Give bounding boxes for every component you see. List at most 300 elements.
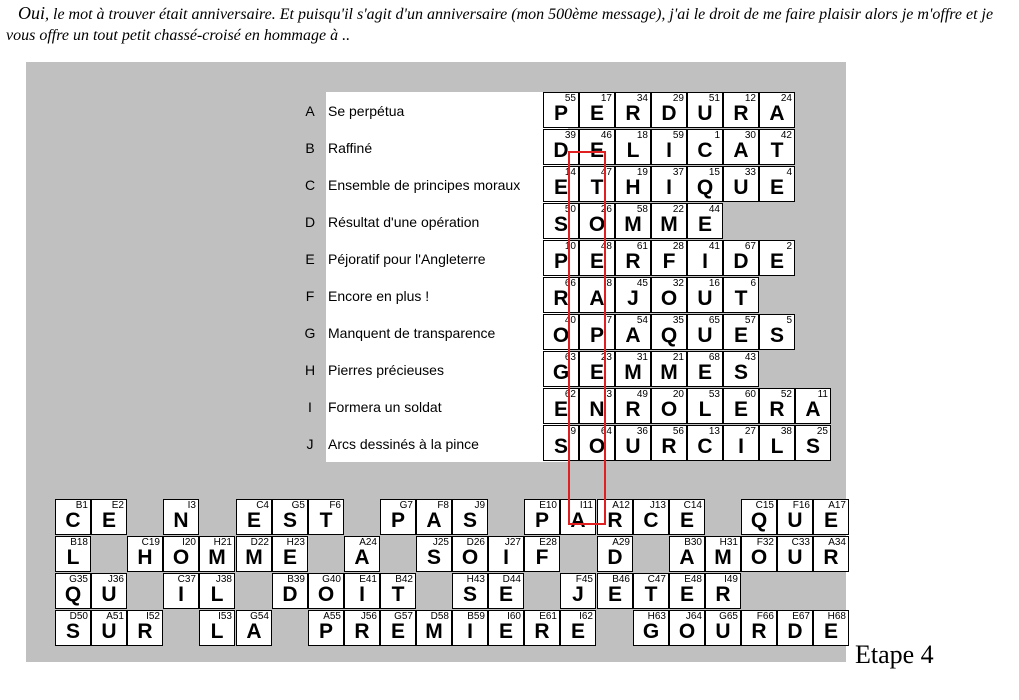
cell-number: E48 xyxy=(684,574,702,585)
cell-letter: E xyxy=(823,509,838,532)
cell-letter: O xyxy=(552,324,570,347)
cell-letter: R xyxy=(625,250,641,273)
answer-cell xyxy=(579,92,615,128)
cell-letter: Q xyxy=(696,176,714,199)
cell-letter: J xyxy=(572,583,584,606)
clue-id: H xyxy=(304,362,316,378)
cell-number: B59 xyxy=(467,611,485,622)
cell-number: A34 xyxy=(828,537,846,548)
cell-number: 20 xyxy=(672,389,684,400)
cell-letter: E xyxy=(282,546,297,569)
phrase-cell xyxy=(813,536,849,572)
cell-number: I60 xyxy=(507,611,521,622)
phrase-cell xyxy=(741,499,777,535)
cell-number: 43 xyxy=(744,352,756,363)
clue-id: I xyxy=(308,399,312,415)
phrase-cell xyxy=(199,610,235,646)
cell-letter: T xyxy=(590,176,604,199)
cell-number: 52 xyxy=(780,389,792,400)
cell-number: 47 xyxy=(600,167,612,178)
cell-letter: E xyxy=(101,509,116,532)
cell-number: G35 xyxy=(69,574,88,585)
cell-letter: E xyxy=(697,213,712,236)
cell-letter: A xyxy=(679,546,695,569)
phrase-cell xyxy=(452,536,488,572)
cell-number: 41 xyxy=(708,241,720,252)
cell-number: G54 xyxy=(250,611,269,622)
cell-letter: E xyxy=(679,509,694,532)
cell-letter: A xyxy=(589,287,605,310)
cell-letter: U xyxy=(787,546,803,569)
cell-letter: Q xyxy=(750,509,768,532)
cell-number: 57 xyxy=(744,315,756,326)
cell-number: J38 xyxy=(215,574,232,585)
cell-letter: U xyxy=(697,287,713,310)
intro-oui: Oui xyxy=(18,3,45,23)
cell-number: H31 xyxy=(719,537,738,548)
phrase-cell xyxy=(272,573,308,609)
phrase-cell xyxy=(199,536,235,572)
cell-letter: P xyxy=(534,509,549,532)
answer-cell xyxy=(723,314,759,350)
cell-letter: O xyxy=(678,620,696,643)
cell-number: 13 xyxy=(708,426,720,437)
cell-letter: S xyxy=(462,509,477,532)
cell-number: I52 xyxy=(146,611,160,622)
phrase-cell xyxy=(308,573,344,609)
cell-letter: I xyxy=(359,583,365,606)
cell-number: 2 xyxy=(786,241,792,252)
answer-cell xyxy=(615,166,651,202)
cell-number: C47 xyxy=(647,574,666,585)
answer-cell xyxy=(651,351,687,387)
intro-body: , le mot à trouver était anniversaire. Et puisqu'il s'agit d'un anniversaire (mon 500ème message), j'ai le droit de me faire plaisir alors je m'offre et je vous offre un tout petit chassé-croisé en hommage à .. xyxy=(6,6,994,44)
phrase-cell xyxy=(452,499,488,535)
cell-number: 29 xyxy=(672,93,684,104)
cell-number: 11 xyxy=(817,389,828,400)
cell-number: A24 xyxy=(359,537,377,548)
phrase-cell xyxy=(91,573,127,609)
cell-number: D26 xyxy=(466,537,485,548)
phrase-cell xyxy=(813,499,849,535)
cell-letter: O xyxy=(660,287,678,310)
phrase-cell xyxy=(705,573,741,609)
cell-number: D22 xyxy=(250,537,269,548)
answer-cell xyxy=(687,388,723,424)
cell-letter: A xyxy=(625,324,641,347)
cell-number: I49 xyxy=(724,574,738,585)
cell-letter: E xyxy=(607,583,622,606)
cell-number: 3 xyxy=(606,389,612,400)
puzzle-board xyxy=(26,62,846,662)
phrase-cell xyxy=(777,610,813,646)
phrase-cell xyxy=(272,536,308,572)
answer-cell xyxy=(759,166,795,202)
cell-number: 15 xyxy=(708,167,720,178)
answer-cell xyxy=(795,388,831,424)
cell-letter: R xyxy=(354,620,370,643)
cell-letter: I xyxy=(666,139,672,162)
cell-number: 58 xyxy=(636,204,648,215)
cell-letter: N xyxy=(173,509,189,532)
phrase-cell xyxy=(380,499,416,535)
cell-letter: D xyxy=(733,250,749,273)
answer-cell xyxy=(723,129,759,165)
cell-letter: T xyxy=(734,287,748,310)
cell-number: H68 xyxy=(827,611,846,622)
cell-number: 30 xyxy=(744,130,756,141)
clue-id: C xyxy=(304,177,316,193)
cell-letter: O xyxy=(588,213,606,236)
answer-cell xyxy=(687,314,723,350)
cell-letter: S xyxy=(553,435,568,458)
cell-number: 64 xyxy=(600,426,612,437)
answer-cell xyxy=(651,314,687,350)
cell-letter: E xyxy=(589,250,604,273)
cell-letter: M xyxy=(624,361,642,384)
cell-number: 25 xyxy=(816,426,828,437)
cell-letter: R xyxy=(534,620,550,643)
phrase-cell xyxy=(91,499,127,535)
phrase-cell xyxy=(741,536,777,572)
cell-letter: E xyxy=(733,324,748,347)
cell-number: 61 xyxy=(636,241,648,252)
phrase-cell xyxy=(344,573,380,609)
cell-letter: P xyxy=(553,102,568,125)
clue-id: B xyxy=(305,140,315,156)
cell-letter: L xyxy=(770,435,784,458)
cell-letter: E xyxy=(769,176,784,199)
cell-number: C19 xyxy=(141,537,160,548)
cell-letter: F xyxy=(662,250,676,273)
cell-letter: C xyxy=(65,509,81,532)
cell-number: C37 xyxy=(177,574,196,585)
cell-letter: T xyxy=(319,509,333,532)
clue-id: F xyxy=(305,288,315,304)
cell-number: J64 xyxy=(685,611,702,622)
answer-cell xyxy=(651,425,687,461)
phrase-cell xyxy=(199,573,235,609)
cell-letter: S xyxy=(65,620,80,643)
cell-number: H23 xyxy=(286,537,305,548)
cell-number: 8 xyxy=(606,278,612,289)
phrase-cell xyxy=(55,536,91,572)
cell-number: 48 xyxy=(600,241,612,252)
phrase-cell xyxy=(163,536,199,572)
cell-number: 19 xyxy=(636,167,648,178)
cell-letter: D xyxy=(661,102,677,125)
phrase-cell xyxy=(705,536,741,572)
cell-letter: U xyxy=(787,509,803,532)
cell-number: G5 xyxy=(291,500,305,511)
cell-number: 21 xyxy=(672,352,684,363)
phrase-cell xyxy=(524,610,560,646)
phrase-cell xyxy=(416,610,452,646)
cell-letter: R xyxy=(751,620,767,643)
cell-number: 28 xyxy=(672,241,684,252)
cell-number: F32 xyxy=(756,537,774,548)
cell-letter: F xyxy=(535,546,549,569)
cell-number: 32 xyxy=(672,278,684,289)
cell-letter: I xyxy=(467,620,473,643)
phrase-cell xyxy=(669,573,705,609)
cell-number: D58 xyxy=(430,611,449,622)
answer-cell xyxy=(615,425,651,461)
cell-letter: E xyxy=(570,620,585,643)
cell-letter: U xyxy=(101,583,117,606)
answer-cell xyxy=(759,240,795,276)
phrase-cell xyxy=(669,536,705,572)
phrase-cell xyxy=(633,499,669,535)
cell-letter: S xyxy=(553,213,568,236)
cell-number: 27 xyxy=(744,426,756,437)
answer-cell xyxy=(651,166,687,202)
cell-number: 63 xyxy=(564,352,576,363)
phrase-cell xyxy=(524,536,560,572)
answer-cell xyxy=(687,166,723,202)
cell-number: D50 xyxy=(69,611,88,622)
phrase-cell xyxy=(488,536,524,572)
phrase-cell xyxy=(741,610,777,646)
cell-letter: U xyxy=(101,620,117,643)
cell-number: 67 xyxy=(744,241,756,252)
cell-letter: U xyxy=(697,102,713,125)
cell-number: 6 xyxy=(750,278,756,289)
answer-cell xyxy=(651,388,687,424)
phrase-cell xyxy=(416,536,452,572)
cell-number: 7 xyxy=(606,315,612,326)
answer-cell xyxy=(651,203,687,239)
cell-letter: L xyxy=(698,398,712,421)
cell-letter: R xyxy=(823,546,839,569)
phrase-cell xyxy=(777,499,813,535)
cell-number: A12 xyxy=(612,500,630,511)
cell-number: E10 xyxy=(539,500,557,511)
answer-cell xyxy=(795,425,831,461)
answer-cell xyxy=(759,129,795,165)
phrase-cell xyxy=(308,610,344,646)
cell-letter: C xyxy=(697,139,713,162)
answer-cell xyxy=(687,92,723,128)
cell-number: E28 xyxy=(539,537,557,548)
cell-number: 51 xyxy=(708,93,720,104)
answer-cell xyxy=(723,240,759,276)
cell-letter: Q xyxy=(64,583,82,606)
answer-cell xyxy=(615,388,651,424)
cell-number: 23 xyxy=(600,352,612,363)
cell-letter: I xyxy=(702,250,708,273)
cell-letter: O xyxy=(588,435,606,458)
cell-number: 39 xyxy=(564,130,576,141)
cell-letter: O xyxy=(660,398,678,421)
cell-letter: A xyxy=(354,546,370,569)
cell-letter: U xyxy=(697,324,713,347)
cell-letter: E xyxy=(553,176,568,199)
answer-cell xyxy=(651,129,687,165)
cell-letter: L xyxy=(66,546,80,569)
cell-letter: S xyxy=(769,324,784,347)
cell-number: 68 xyxy=(708,352,720,363)
phrase-cell xyxy=(163,573,199,609)
answer-cell xyxy=(543,92,579,128)
answer-cell xyxy=(615,129,651,165)
cell-number: 59 xyxy=(672,130,684,141)
cell-number: F8 xyxy=(437,500,449,511)
cell-letter: E xyxy=(733,398,748,421)
cell-number: 33 xyxy=(744,167,756,178)
cell-letter: E xyxy=(697,361,712,384)
phrase-cell xyxy=(705,610,741,646)
cell-letter: E xyxy=(823,620,838,643)
answer-cell xyxy=(759,314,795,350)
cell-number: 54 xyxy=(636,315,648,326)
cell-letter: R xyxy=(715,583,731,606)
answer-cell xyxy=(687,425,723,461)
cell-number: C4 xyxy=(256,500,269,511)
cell-number: 65 xyxy=(708,315,720,326)
cell-number: 35 xyxy=(672,315,684,326)
cell-letter: U xyxy=(625,435,641,458)
answer-cell xyxy=(651,240,687,276)
cell-number: A55 xyxy=(323,611,341,622)
phrase-cell xyxy=(127,610,163,646)
cell-letter: E xyxy=(589,139,604,162)
cell-number: B30 xyxy=(684,537,702,548)
phrase-cell xyxy=(633,610,669,646)
phrase-cell xyxy=(813,610,849,646)
phrase-cell xyxy=(380,573,416,609)
cell-letter: T xyxy=(770,139,784,162)
cell-number: 10 xyxy=(564,241,576,252)
cell-letter: A xyxy=(805,398,821,421)
cell-number: I20 xyxy=(182,537,196,548)
cell-number: B42 xyxy=(395,574,413,585)
cell-number: I62 xyxy=(579,611,593,622)
cell-letter: R xyxy=(137,620,153,643)
cell-letter: A xyxy=(246,620,262,643)
clue-id: G xyxy=(304,325,316,341)
cell-number: 12 xyxy=(744,93,756,104)
cell-number: 62 xyxy=(564,389,576,400)
phrase-cell xyxy=(380,610,416,646)
cell-number: 44 xyxy=(708,204,720,215)
cell-number: C14 xyxy=(683,500,702,511)
answer-cell xyxy=(723,166,759,202)
cell-letter: R xyxy=(553,287,569,310)
clue-text: Pierres précieuses xyxy=(328,362,444,378)
clue-id: A xyxy=(305,103,315,119)
cell-letter: I xyxy=(738,435,744,458)
phrase-cell xyxy=(669,499,705,535)
answer-cell xyxy=(615,92,651,128)
cell-number: E67 xyxy=(792,611,810,622)
phrase-cell xyxy=(597,573,633,609)
cell-letter: L xyxy=(626,139,640,162)
phrase-cell xyxy=(127,536,163,572)
cell-letter: E xyxy=(679,583,694,606)
cell-letter: R xyxy=(733,102,749,125)
phrase-cell xyxy=(55,499,91,535)
cell-number: C15 xyxy=(755,500,774,511)
cell-number: G57 xyxy=(394,611,413,622)
cell-letter: C xyxy=(643,509,659,532)
cell-letter: L xyxy=(210,620,224,643)
cell-letter: T xyxy=(391,583,405,606)
phrase-cell xyxy=(488,610,524,646)
cell-letter: P xyxy=(553,250,568,273)
cell-number: 40 xyxy=(564,315,576,326)
clue-text: Raffiné xyxy=(328,140,373,156)
answer-cell xyxy=(723,277,759,313)
cell-number: E2 xyxy=(111,500,124,511)
clue-text: Résultat d'une opération xyxy=(328,214,480,230)
cell-letter: A xyxy=(426,509,442,532)
cell-number: E41 xyxy=(359,574,377,585)
cell-number: 4 xyxy=(786,167,792,178)
step-label: Etape 4 xyxy=(855,640,934,669)
answer-cell xyxy=(723,388,759,424)
cell-letter: E xyxy=(589,361,604,384)
cell-letter: M xyxy=(660,361,678,384)
phrase-cell xyxy=(452,573,488,609)
cell-number: 53 xyxy=(708,389,720,400)
cell-letter: A xyxy=(733,139,749,162)
cell-letter: R xyxy=(769,398,785,421)
cell-number: 66 xyxy=(564,278,576,289)
cell-number: 24 xyxy=(780,93,792,104)
answer-cell xyxy=(687,203,723,239)
cell-number: B1 xyxy=(75,500,88,511)
cell-number: 26 xyxy=(600,204,612,215)
cell-letter: E xyxy=(390,620,405,643)
cell-number: 60 xyxy=(744,389,756,400)
cell-letter: E xyxy=(589,102,604,125)
cell-letter: S xyxy=(733,361,748,384)
cell-letter: M xyxy=(660,213,678,236)
cell-number: 37 xyxy=(672,167,684,178)
cell-number: 18 xyxy=(636,130,648,141)
cell-letter: I xyxy=(503,546,509,569)
cell-number: 5 xyxy=(786,315,792,326)
cell-letter: G xyxy=(642,620,660,643)
cell-letter: R xyxy=(625,102,641,125)
cell-letter: E xyxy=(498,583,513,606)
cell-number: B39 xyxy=(287,574,305,585)
cell-letter: H xyxy=(625,176,641,199)
answer-cell xyxy=(759,425,795,461)
cell-number: 49 xyxy=(636,389,648,400)
answer-cell xyxy=(615,277,651,313)
cell-letter: P xyxy=(589,324,604,347)
cell-number: F66 xyxy=(756,611,774,622)
cell-number: A17 xyxy=(828,500,846,511)
cell-letter: T xyxy=(644,583,658,606)
cell-number: 34 xyxy=(636,93,648,104)
answer-cell xyxy=(687,240,723,276)
cell-letter: O xyxy=(172,546,190,569)
phrase-cell xyxy=(416,499,452,535)
cell-letter: E xyxy=(769,250,784,273)
cell-letter: S xyxy=(805,435,820,458)
cell-letter: U xyxy=(733,176,749,199)
answer-cell xyxy=(615,314,651,350)
clue-text: Formera un soldat xyxy=(328,399,442,415)
cell-letter: E xyxy=(498,620,513,643)
answer-cell xyxy=(615,351,651,387)
phrase-cell xyxy=(163,499,199,535)
phrase-cell xyxy=(488,573,524,609)
answer-cell xyxy=(651,92,687,128)
